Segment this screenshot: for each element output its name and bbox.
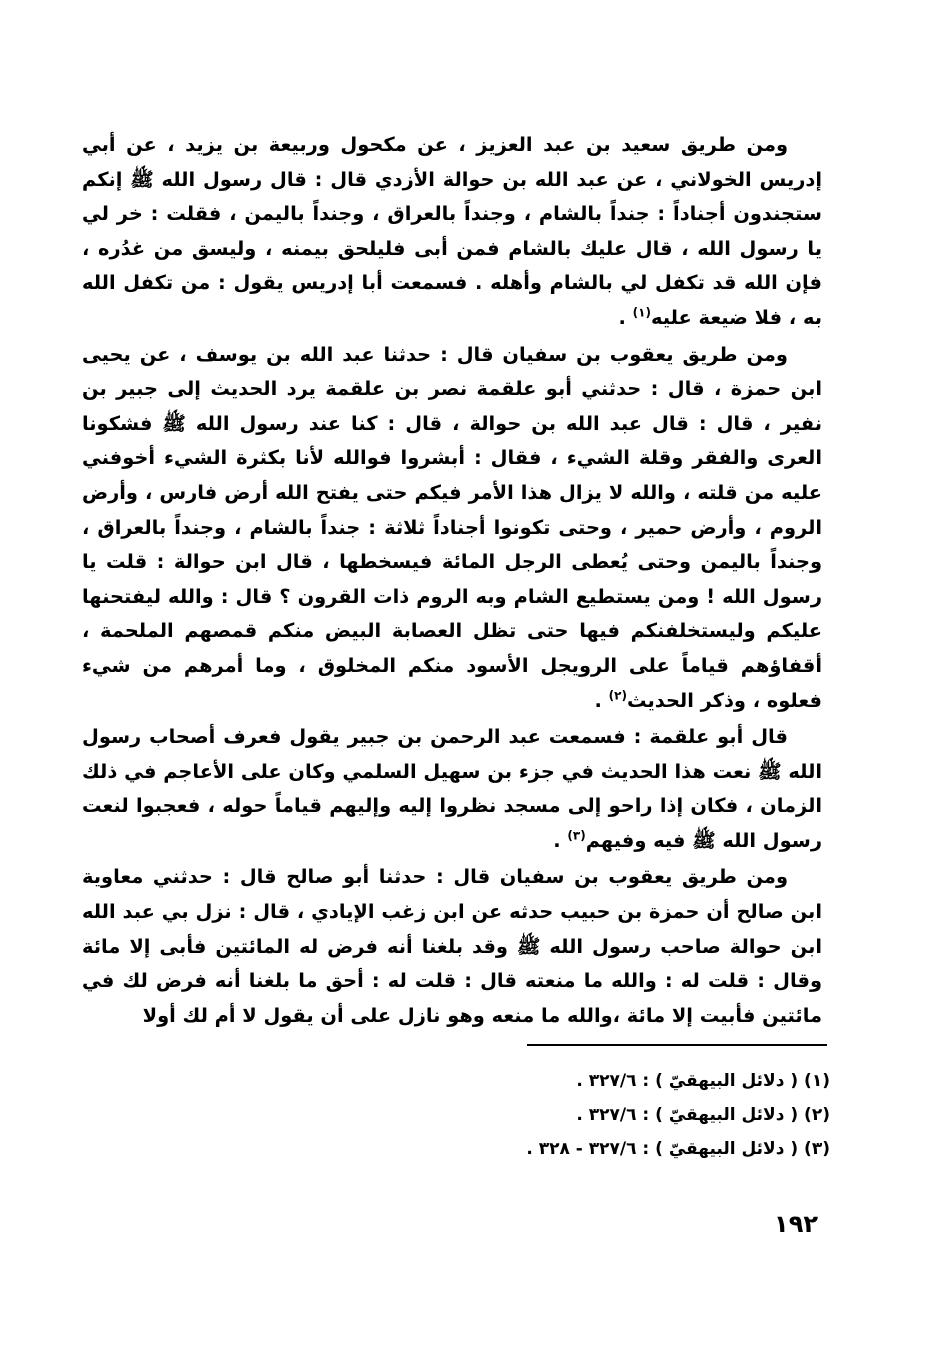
footnote-1: (١) ( دلائل البيهقيّ ) : ٣٢٧/٦ .	[576, 1071, 830, 1091]
paragraph-3	[82, 720, 822, 858]
paragraph-2-end: .	[594, 688, 609, 712]
paragraph-4-text: ومن طريق يعقوب بن سفيان قال : حدثنا أبو صالح قال : حدثني معاوية ابن صالح أن حمزة بن حبيب حدثه عن ابن زغب الإيادي ، قال : نزل بي عبد الله ابن حوالة صاحب رسول الله ﷺ وقد بلغنا أنه فرض له المائتين فأبى إلا مائة وقال : قلت له : والله ما منعته قال : قلت له : أحق ما بلغنا أنه فرض لك في مائتين فأبيت إلا مائة ،والله ما منعه وهو نازل على أن يقول لا أم لك أولا	[82, 865, 822, 1027]
footnote-divider	[527, 1044, 827, 1046]
paragraph-1-end: .	[618, 305, 633, 329]
paragraph-1-text: ومن طريق سعيد بن عبد العزيز ، عن مكحول وربيعة بن يزيد ، عن أبي إدريس الخولاني ، عن عبد الله بن حوالة الأزدي قال : قال رسول الله ﷺ إنكم ستجندون أجناداً : جنداً بالشام ، وجنداً بالعراق ، وجنداً باليمن ، فقلت : خر لي يا رسول الله ، قال عليك بالشام فمن أبى فليلحق بيمنه ، وليسق من غدُره ، فإن الله قد تكفل لي بالشام وأهله . فسمعت أبا إدريس يقول : من تكفل الله به ، فلا ضيعة عليه	[82, 133, 822, 329]
paragraph-2-text: ومن طريق يعقوب بن سفيان قال : حدثنا عبد الله بن يوسف ، عن يحيى ابن حمزة ، قال : حدثني أبو علقمة نصر بن علقمة يرد الحديث إلى جبير بن نفير ، قال : قال عبد الله بن حوالة ، قال : كنا عند رسول الله ﷺ فشكونا العرى والفقر وقلة الشيء ، فقال : أبشروا فوالله لأنا بكثرة الشيء أخوفني عليه من قلته ، والله لا يزال هذا الأمر فيكم حتى يفتح الله أرض فارس ، وأرض الروم ، وأرض حمير ، وحتى تكونوا أجناداً ثلاثة : جنداً بالشام ، وجنداً بالعراق ، وجنداً باليمن وحتى يُعطى الرجل المائة فيسخطها ، قال ابن حوالة : قلت يا رسول الله ! ومن يستطيع الشام وبه الروم ذات القرون ؟ قال : والله ليفتحنها عليكم وليستخلفنكم فيها حتى تظل العصابة البيض منكم قمصهم الملحمة ، أقفاؤهم قياماً على الرويجل الأسود منكم المخلوق ، وما أمرهم من شيء فعلوه ، وذكر الحديث	[82, 342, 822, 712]
footnotes	[420, 1064, 830, 1166]
paragraph-2	[82, 338, 822, 719]
page-number: ١٩٢	[774, 1210, 818, 1238]
paragraph-4	[82, 860, 822, 1033]
paragraph-3-end: .	[553, 828, 568, 852]
footnote-ref-1: (١)	[632, 305, 651, 320]
paragraph-3-text: قال أبو علقمة : فسمعت عبد الرحمن بن جبير يقول فعرف أصحاب رسول الله ﷺ نعت هذا الحديث في جزء بن سهيل السلمي وكان على الأعاجم في ذلك الزمان ، فكان إذا راحو إلى مسجد نظروا إليه وإليهم قياماً حوله ، فعجبوا لنعت رسول الله ﷺ فيه وفيهم	[82, 725, 822, 852]
footnote-ref-3: (٣)	[567, 828, 586, 843]
footnote-ref-2: (٢)	[608, 688, 627, 703]
footnote-2: (٢) ( دلائل البيهقيّ ) : ٣٢٧/٦ .	[576, 1105, 830, 1125]
footnote-3: (٣) ( دلائل البيهقيّ ) : ٣٢٧/٦ - ٣٢٨ .	[526, 1139, 830, 1159]
main-text	[82, 128, 822, 1033]
paragraph-1	[82, 128, 822, 336]
